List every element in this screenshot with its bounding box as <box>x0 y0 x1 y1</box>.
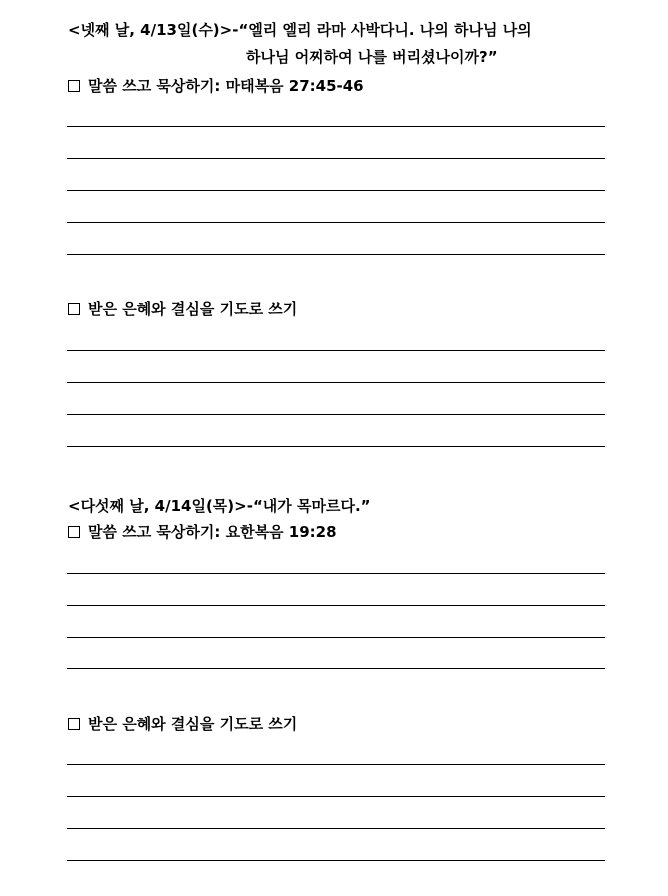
day5-write-prompt-label: 말씀 쓰고 묵상하기: 요한복음 19:28 <box>88 523 337 541</box>
writing-line[interactable] <box>67 605 605 606</box>
writing-line[interactable] <box>67 446 605 447</box>
day4-write-prompt-label: 말씀 쓰고 묵상하기: 마태복음 27:45-46 <box>88 77 364 95</box>
writing-line[interactable] <box>67 382 605 383</box>
writing-line[interactable] <box>67 637 605 638</box>
day4-write-prompt <box>68 76 364 96</box>
day5-prayer-prompt <box>68 714 297 734</box>
day4-heading-line2: 하나님 어찌하여 나를 버리셨나이까?” <box>246 48 498 66</box>
checkbox-icon[interactable] <box>68 80 80 92</box>
checkbox-icon[interactable] <box>68 526 80 538</box>
writing-line[interactable] <box>67 350 605 351</box>
writing-line[interactable] <box>67 860 605 861</box>
writing-line[interactable] <box>67 126 605 127</box>
writing-line[interactable] <box>67 158 605 159</box>
writing-line[interactable] <box>67 668 605 669</box>
checkbox-icon[interactable] <box>68 718 80 730</box>
day4-prayer-prompt-label: 받은 은혜와 결심을 기도로 쓰기 <box>88 300 298 318</box>
day5-write-prompt <box>68 522 337 542</box>
day4-prayer-prompt <box>68 299 297 319</box>
writing-line[interactable] <box>67 414 605 415</box>
writing-line[interactable] <box>67 764 605 765</box>
day5-heading: <다섯째 날, 4/14일(목)>-“내가 목마르다.” <box>68 497 371 515</box>
writing-line[interactable] <box>67 828 605 829</box>
writing-line[interactable] <box>67 254 605 255</box>
writing-line[interactable] <box>67 190 605 191</box>
writing-line[interactable] <box>67 573 605 574</box>
writing-line[interactable] <box>67 222 605 223</box>
day5-prayer-prompt-label: 받은 은혜와 결심을 기도로 쓰기 <box>88 715 298 733</box>
day4-heading-line1: <넷째 날, 4/13일(수)>-“엘리 엘리 라마 사박다니. 나의 하나님 나의 <box>68 21 532 39</box>
writing-line[interactable] <box>67 796 605 797</box>
checkbox-icon[interactable] <box>68 303 80 315</box>
